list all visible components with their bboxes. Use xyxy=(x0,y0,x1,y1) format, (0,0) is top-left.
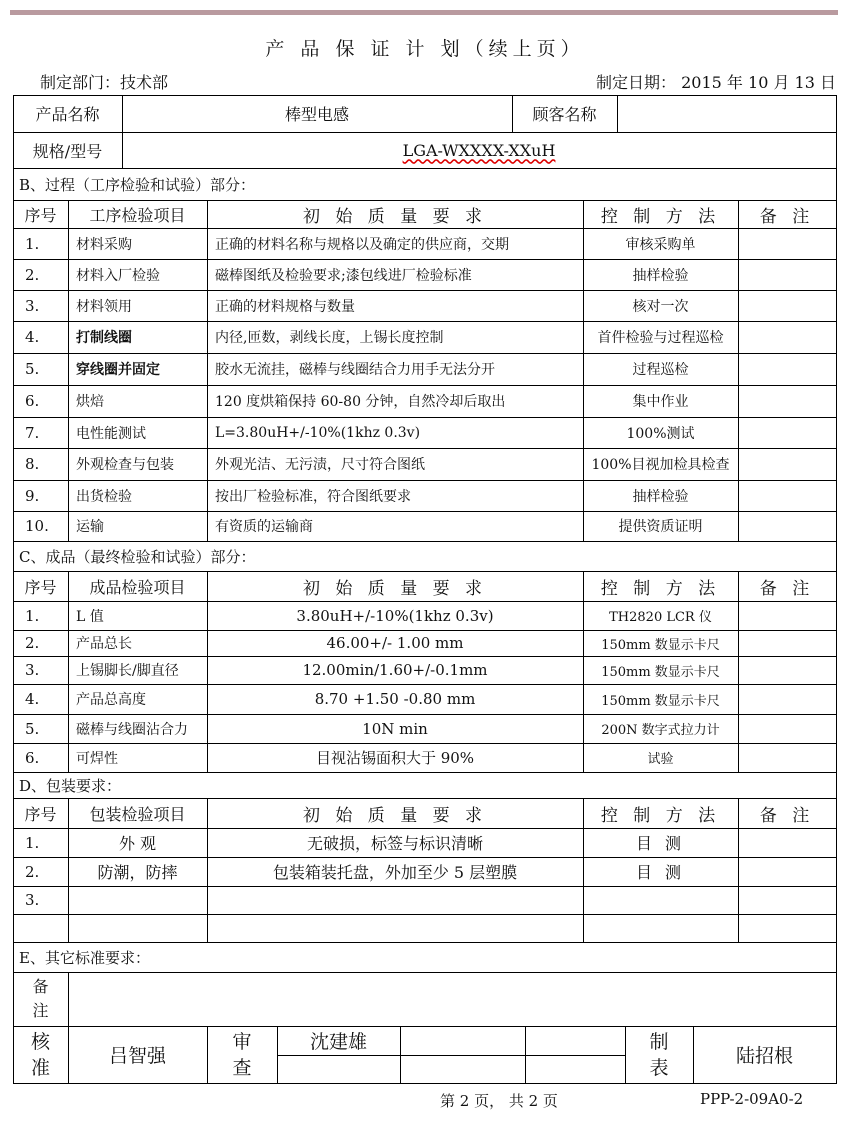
row-remark xyxy=(738,914,836,942)
row-method xyxy=(583,886,738,914)
row-remark xyxy=(738,601,836,630)
row-no: 5. xyxy=(25,360,40,378)
row-remark xyxy=(738,417,836,448)
row-no: 10. xyxy=(25,517,49,535)
page-title: 产 品 保 证 计 划（续上页） xyxy=(265,38,585,60)
row-item: 运输 xyxy=(76,519,104,535)
row-requirement: 正确的材料规格与数量 xyxy=(215,298,355,315)
row-method: 集中作业 xyxy=(632,394,689,410)
row-item: 磁棒与线圈沾合力 xyxy=(76,721,188,738)
row-no: 5. xyxy=(25,719,40,738)
page-number: 第 2 页， 共 2 页 xyxy=(440,1092,558,1110)
row-item: L 值 xyxy=(76,608,104,625)
row-requirement xyxy=(207,886,583,914)
row-method: 过程巡检 xyxy=(632,362,689,378)
row-requirement: 按出厂检验标准，符合图纸要求 xyxy=(215,488,411,505)
approve-label: 核 准 xyxy=(30,1030,50,1079)
row-item: 材料采购 xyxy=(76,236,132,253)
row-no: 4. xyxy=(25,328,40,346)
row-no: 1. xyxy=(25,234,40,253)
model-label: 规格/型号 xyxy=(32,141,103,161)
product-name-value: 棒型电感 xyxy=(284,105,349,124)
row-requirement: 正确的材料名称与规格以及确定的供应商，交期 xyxy=(215,236,509,253)
requirement-text: 包装箱装托盘，外加至少 5 层塑膜 xyxy=(272,863,518,882)
section-e-title: E、其它标准要求： xyxy=(19,948,150,967)
row-requirement: 12.00min/1.60+/-0.1mm xyxy=(302,661,488,679)
row-remark xyxy=(738,385,836,417)
row-item: 材料入厂检验 xyxy=(76,267,160,284)
row-method: 150mm 数显示卡尺 xyxy=(601,637,720,653)
row-method: 150mm 数显示卡尺 xyxy=(601,664,720,680)
section-c-title: C、成品（最终检验和试验）部分： xyxy=(19,547,256,566)
row-requirement: 46.00+/- 1.00 mm xyxy=(326,634,464,652)
date-label: 制定日期： 2015 年 10 月 13 日 xyxy=(596,73,836,92)
table-line xyxy=(13,972,837,973)
row-no: 6. xyxy=(25,392,40,410)
row-remark xyxy=(738,448,836,480)
row-item: 上锡脚长/脚直径 xyxy=(76,663,179,679)
row-item: 电性能测试 xyxy=(76,425,146,442)
row-remark xyxy=(738,630,836,656)
section-d-header-item: 包装检验项目 xyxy=(89,804,186,824)
prepare-label: 制 表 xyxy=(649,1030,669,1079)
approver-name: 吕智强 xyxy=(108,1045,166,1067)
top-rule xyxy=(10,10,838,15)
section-b-header-remark: 备 注 xyxy=(759,206,815,227)
row-method: 抽样检验 xyxy=(632,488,689,505)
row-no: 9. xyxy=(25,486,40,505)
row-remark xyxy=(738,511,836,541)
row-item: 可焊性 xyxy=(76,750,118,767)
row-requirement: 胶水无流挂，磁棒与线圈结合力用手无法分开 xyxy=(215,362,495,378)
section-c-header-item: 成品检验项目 xyxy=(89,577,186,597)
section-c-header-requirement: 初 始 质 量 要 求 xyxy=(302,578,488,599)
section-c-header-method: 控 制 方 法 xyxy=(600,578,721,599)
row-item: 出货检验 xyxy=(76,488,132,505)
section-c-header-remark: 备 注 xyxy=(759,578,815,599)
row-method: 核对一次 xyxy=(632,298,689,315)
row-no: 7. xyxy=(25,423,40,442)
row-no: 4. xyxy=(25,690,40,708)
row-method: 200N 数字式拉力计 xyxy=(601,723,720,738)
row-method: 审核采购单 xyxy=(625,236,696,253)
row-requirement: 磁棒图纸及检验要求;漆包线进厂检验标准 xyxy=(215,267,472,284)
dept-label: 制定部门：技术部 xyxy=(40,73,169,92)
table-border-bottom xyxy=(13,1083,837,1084)
section-b-header-method: 控 制 方 法 xyxy=(600,206,721,227)
row-method: TH2820 LCR 仪 xyxy=(609,610,712,625)
row-remark xyxy=(738,857,836,886)
row-item xyxy=(68,914,207,942)
table-line xyxy=(68,972,69,1027)
row-item: 外 观 xyxy=(118,834,157,853)
doc-code: PPP-2-09A0-2 xyxy=(700,1090,804,1108)
row-method: 试验 xyxy=(647,752,674,767)
row-remark xyxy=(738,714,836,743)
row-requirement: L=3.80uH+/-10%(1khz 0.3v) xyxy=(215,424,421,441)
row-no: 2. xyxy=(25,265,40,284)
row-remark xyxy=(738,321,836,353)
row-method xyxy=(583,914,738,942)
row-remark xyxy=(738,480,836,511)
model-text: LGA-WXXXX-XXuH xyxy=(402,140,556,160)
row-method: 目 测 xyxy=(635,834,686,853)
row-no: 3. xyxy=(25,891,40,909)
row-requirement: 有资质的运输商 xyxy=(215,519,313,535)
row-method: 抽样检验 xyxy=(632,267,689,284)
row-requirement: 无破损，标签与标识清晰 xyxy=(306,834,483,853)
section-c-header-no: 序号 xyxy=(24,577,57,597)
row-method: 目 测 xyxy=(635,863,686,882)
row-item: 穿线圈并固定 xyxy=(76,362,160,378)
section-d-header-no: 序号 xyxy=(24,804,57,824)
row-item: 产品总高度 xyxy=(76,692,146,708)
section-b-header-requirement: 初 始 质 量 要 求 xyxy=(302,206,488,227)
row-requirement: 120 度烘箱保持 60-80 分钟，自然冷却后取出 xyxy=(215,394,506,410)
row-item: 防潮，防摔 xyxy=(97,863,178,882)
row-item: 烘焙 xyxy=(76,394,104,410)
section-d-header-remark: 备 注 xyxy=(759,805,815,826)
row-item xyxy=(68,886,207,914)
row-remark xyxy=(738,228,836,259)
row-no: 2. xyxy=(25,634,40,652)
model-value xyxy=(122,132,836,168)
row-method: 100%测试 xyxy=(626,425,695,442)
row-requirement: 8.70 +1.50 -0.80 mm xyxy=(314,690,476,708)
row-requirement xyxy=(207,857,583,886)
row-remark xyxy=(738,743,836,772)
row-no: 8. xyxy=(25,455,40,473)
row-no: 3. xyxy=(25,296,40,315)
review-label: 审 查 xyxy=(232,1030,252,1079)
section-d-title: D、包装要求： xyxy=(19,776,122,795)
row-requirement: 10N min xyxy=(362,719,428,738)
section-d-header-requirement: 初 始 质 量 要 求 xyxy=(302,805,488,826)
reviewer-name: 沈建雄 xyxy=(309,1031,367,1053)
table-border-right xyxy=(836,95,837,1084)
row-no: 6. xyxy=(25,748,40,767)
row-method: 100%目视加检具检查 xyxy=(591,457,730,473)
customer-name-label: 顾客名称 xyxy=(532,105,597,124)
row-no: 3. xyxy=(25,661,40,679)
remark-label: 备 注 xyxy=(32,977,49,1020)
row-requirement: 内径,匝数，剥线长度，上锡长度控制 xyxy=(215,330,444,346)
row-no: 2. xyxy=(25,862,40,881)
row-remark xyxy=(738,290,836,321)
row-remark xyxy=(738,656,836,684)
row-item: 外观检查与包装 xyxy=(76,457,174,473)
preparer-name: 陆招根 xyxy=(735,1045,793,1067)
row-requirement: 目视沾锡面积大于 90% xyxy=(315,749,475,767)
row-no: 1. xyxy=(25,606,40,625)
row-item: 材料领用 xyxy=(76,298,132,315)
row-remark xyxy=(738,684,836,714)
row-requirement: 3.80uH+/-10%(1khz 0.3v) xyxy=(296,606,494,625)
section-d-header-method: 控 制 方 法 xyxy=(600,805,721,826)
row-requirement xyxy=(207,914,583,942)
product-name-label: 产品名称 xyxy=(35,105,100,124)
row-remark xyxy=(738,828,836,857)
row-no xyxy=(13,914,68,942)
row-method: 首件检验与过程巡检 xyxy=(597,330,724,346)
table-line xyxy=(277,1055,626,1056)
section-b-title: B、过程（工序检验和试验）部分： xyxy=(19,175,256,194)
row-remark xyxy=(738,259,836,290)
row-no: 1. xyxy=(25,833,40,852)
row-item: 打制线圈 xyxy=(76,330,132,346)
section-b-header-no: 序号 xyxy=(24,205,57,225)
row-item: 产品总长 xyxy=(76,636,132,652)
row-method: 提供资质证明 xyxy=(618,519,703,535)
row-remark xyxy=(738,353,836,385)
row-method: 150mm 数显示卡尺 xyxy=(601,693,720,709)
section-b-header-item: 工序检验项目 xyxy=(89,205,186,225)
row-remark xyxy=(738,886,836,914)
customer-name-value xyxy=(617,95,836,132)
row-requirement: 外观光洁、无污渍，尺寸符合图纸 xyxy=(215,457,425,473)
